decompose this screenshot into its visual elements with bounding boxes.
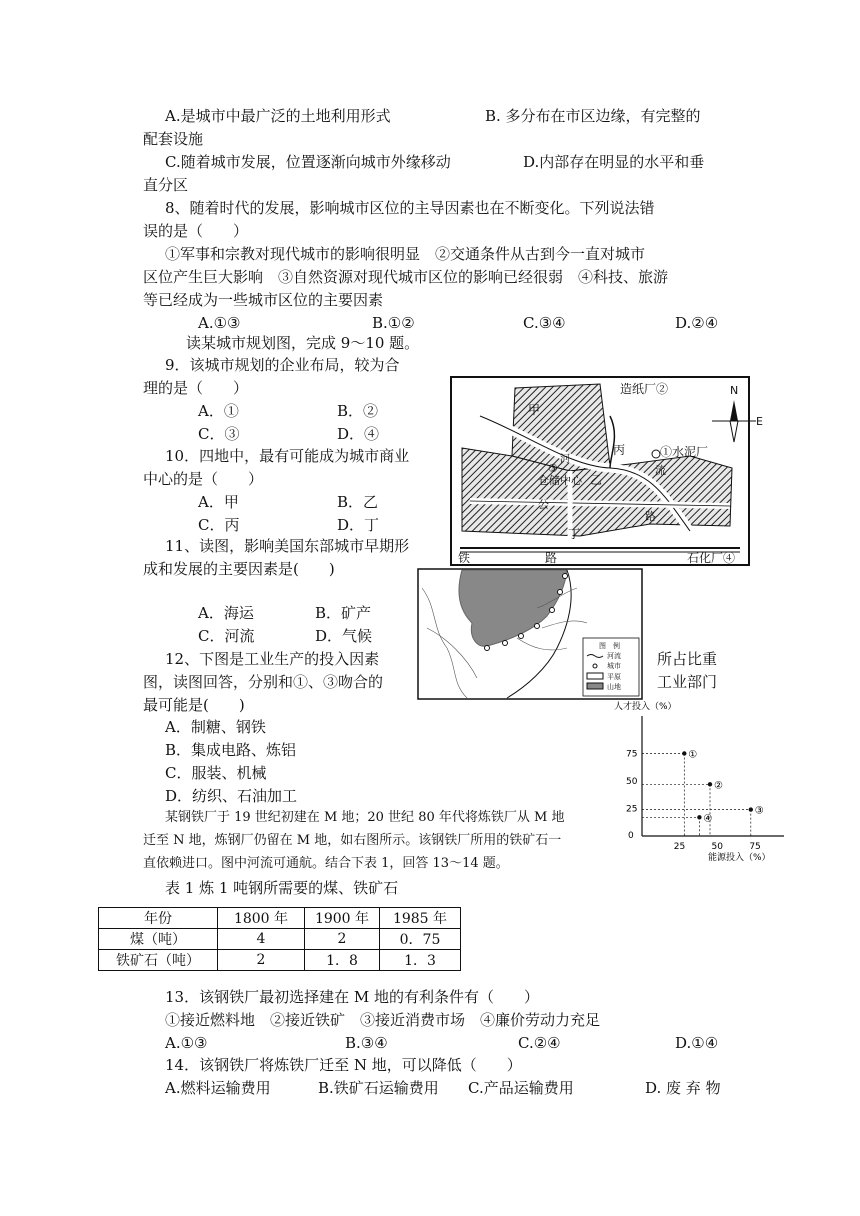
x-tick-label: 0 xyxy=(628,831,634,841)
q13-option-a: A.①③ xyxy=(165,1034,208,1052)
q12-stem-cont: 图，读图回答，分别和①、③吻合的 xyxy=(143,673,384,691)
y-axis-label: 人才投入（%） xyxy=(614,702,677,712)
x-tick-label: 25 xyxy=(673,842,686,852)
table-caption: 表 1 炼 1 吨钢所需要的煤、铁矿石 xyxy=(165,879,399,897)
data-point xyxy=(682,751,686,755)
q10-option-c: C．丙 xyxy=(198,516,240,534)
x-tick-label: 75 xyxy=(749,842,761,852)
map-label-paper-plant: 造纸厂② xyxy=(620,382,669,396)
map-label-liu: 流 xyxy=(655,464,666,477)
legend-title: 图 例 xyxy=(599,642,620,650)
q12-stem-cont-right: 工业部门 xyxy=(657,673,718,691)
q8-option-d: D.②④ xyxy=(675,314,719,332)
data-point-label: ① xyxy=(688,749,698,761)
q7-option-b: B. 多分布在市区边缘，有完整的 xyxy=(485,107,701,125)
q12-stem-right: 所占比重 xyxy=(657,650,718,668)
table-cell: 2 xyxy=(305,929,380,950)
q11-stem: 11、读图，影响美国东部城市早期形 xyxy=(165,537,410,555)
chart-axes xyxy=(614,700,784,863)
q8-stem-cont: 误的是（ ） xyxy=(143,222,249,240)
q8-statement-2: 区位产生巨大影响 ③自然资源对现代城市区位的影响已经很弱 ④科技、旅游 xyxy=(143,268,669,286)
table-header-row xyxy=(99,908,461,929)
q11-option-a: A．海运 xyxy=(198,604,254,622)
q7-option-d-cont: 直分区 xyxy=(143,176,189,194)
legend-city: 城市 xyxy=(607,662,621,670)
input-factor-chart xyxy=(612,698,790,864)
q10-stem-cont: 中心的是（ ） xyxy=(143,470,264,488)
legend-mountain: 山地 xyxy=(607,683,621,691)
plain-icon xyxy=(587,673,603,679)
q10-option-d: D．丁 xyxy=(337,516,380,534)
chart-marks xyxy=(642,750,764,837)
data-point-label: ③ xyxy=(754,805,764,817)
q14-option-a: A.燃料运输费用 xyxy=(165,1079,271,1097)
map-label-cement-plant: ①水泥厂 xyxy=(660,445,709,459)
intro-9-10: 读某城市规划图，完成 9～10 题。 xyxy=(186,334,420,352)
q10-option-b: B．乙 xyxy=(337,493,379,511)
intro-13-14-line-1: 某钢铁厂于 19 世纪初建在 M 地；20 世纪 80 年代将炼铁厂从 M 地 xyxy=(165,810,565,825)
table-header-cell: 1985 年 xyxy=(380,908,461,929)
q11-option-d: D．气候 xyxy=(315,627,373,645)
map-label-he: 河 xyxy=(560,454,570,465)
q11-stem-cont: 成和发展的主要因素是( ) xyxy=(143,560,335,578)
q12-option-b: B．集成电路、炼铝 xyxy=(165,741,297,759)
map-label-storage-center: 仓储中心 xyxy=(538,474,582,487)
table-header-cell: 1800 年 xyxy=(218,908,305,929)
us-east-map xyxy=(417,568,643,700)
compass-e: E xyxy=(756,415,763,428)
map-label-gong: 公 xyxy=(538,498,549,511)
legend-river: 河流 xyxy=(607,652,621,660)
data-point xyxy=(749,807,753,811)
table-header-cell: 1900 年 xyxy=(305,908,380,929)
map-label-yi: 乙 xyxy=(590,473,603,487)
q7-option-a: A.是城市中最广泛的土地利用形式 xyxy=(165,107,391,125)
q9-option-a: A．① xyxy=(198,402,239,420)
table-cell: 0．75 xyxy=(380,929,461,950)
x-tick-label: 50 xyxy=(711,842,724,852)
q12-option-c: C．服装、机械 xyxy=(165,764,267,782)
table-cell: 1．3 xyxy=(380,950,461,971)
map-label-bing: 丙 xyxy=(613,443,626,457)
q12-stem-end: 最可能是( ) xyxy=(143,696,245,714)
table-cell: 1．8 xyxy=(305,950,380,971)
table-cell: 4 xyxy=(218,929,305,950)
map-legend xyxy=(583,638,639,696)
q7-option-c: C.随着城市发展，位置逐渐向城市外缘移动 xyxy=(165,153,451,171)
map-label-lu: 路 xyxy=(645,510,656,523)
q8-stem: 8、随着时代的发展，影响城市区位的主导因素也在不断变化。下列说法错 xyxy=(165,199,655,217)
q11-option-b: B．矿产 xyxy=(315,604,372,622)
data-point xyxy=(708,782,712,786)
legend-plain: 平原 xyxy=(607,673,621,681)
q11-option-c: C．河流 xyxy=(198,627,255,645)
cement-plant-marker xyxy=(652,450,660,458)
map-label-ding: 丁 xyxy=(568,527,581,541)
table-row xyxy=(99,950,461,971)
q14-stem: 14．该钢铁厂将炼铁厂迁至 N 地，可以降低（ ） xyxy=(165,1056,522,1074)
map-label-jia: 甲 xyxy=(528,403,541,417)
x-axis-label: 能源投入（%） xyxy=(708,853,771,863)
city-plan-map xyxy=(450,376,763,566)
q12-option-a: A．制糖、钢铁 xyxy=(165,718,266,736)
q10-stem: 10．四地中，最有可能成为城市商业 xyxy=(165,447,410,465)
q14-option-d: D. 废 弃 物 xyxy=(645,1079,721,1097)
q8-statement-3: 等已经成为一些城市区位的主要因素 xyxy=(143,291,384,309)
q9-stem-cont: 理的是（ ） xyxy=(143,379,249,397)
intro-13-14-line-2: 迁至 N 地，炼钢厂仍留在 M 地，如右图所示。该钢铁厂所用的铁矿石一 xyxy=(143,833,562,848)
y-tick-label: 25 xyxy=(626,804,638,815)
q10-option-a: A．甲 xyxy=(198,493,239,511)
map-label-petrochemical: 石化厂④ xyxy=(687,551,736,565)
compass-n: N xyxy=(730,384,739,397)
table-cell: 煤（吨） xyxy=(99,929,218,950)
q8-option-b: B.①② xyxy=(372,314,415,332)
q7-option-b-cont: 配套设施 xyxy=(143,130,204,148)
q8-option-a: A.①③ xyxy=(198,314,241,332)
y-tick-label: 50 xyxy=(626,777,638,787)
q13-option-c: C.②④ xyxy=(518,1034,561,1052)
q12-stem: 12、下图是工业生产的投入因素 xyxy=(165,650,380,668)
intro-13-14-line-3: 直依赖进口。图中河流可通航。结合下表 1，回答 13～14 题。 xyxy=(143,856,509,871)
table-header-cell: 年份 xyxy=(99,908,218,929)
q9-option-c: C．③ xyxy=(198,425,240,443)
q13-statements: ①接近燃料地 ②接近铁矿 ③接近消费市场 ④廉价劳动力充足 xyxy=(165,1011,601,1029)
data-point-label: ② xyxy=(714,780,723,792)
q8-option-c: C.③④ xyxy=(523,314,566,332)
q14-option-b: B.铁矿石运输费用 xyxy=(318,1079,439,1097)
table-cell: 铁矿石（吨） xyxy=(99,950,218,971)
q13-stem: 13．该钢铁厂最初选择建在 M 地的有利条件有（ ） xyxy=(165,988,539,1006)
q7-option-d: D.内部存在明显的水平和垂 xyxy=(523,153,705,171)
map-label-tie: 铁 xyxy=(458,551,471,565)
q9-option-b: B．② xyxy=(337,402,379,420)
q12-option-d: D．纺织、石油加工 xyxy=(165,787,298,805)
q9-stem: 9．该城市规划的企业布局，较为合 xyxy=(165,356,400,374)
city-icon xyxy=(593,664,597,668)
data-point-label: ④ xyxy=(703,813,713,825)
q14-option-c: C.产品运输费用 xyxy=(468,1079,574,1097)
y-tick-label: 75 xyxy=(626,749,638,760)
table-cell: 2 xyxy=(218,950,305,971)
data-point xyxy=(697,815,701,819)
map-label-rail-lu: 路 xyxy=(545,551,558,565)
q8-statement-1: ①军事和宗教对现代城市的影响很明显 ②交通条件从古到今一直对城市 xyxy=(165,245,646,263)
q13-option-d: D.①④ xyxy=(675,1034,719,1052)
q13-option-b: B.③④ xyxy=(345,1034,388,1052)
table-row xyxy=(99,929,461,950)
coal-ore-table xyxy=(98,907,461,971)
q9-option-d: D．④ xyxy=(337,425,380,443)
map-label-3: ③ xyxy=(548,462,558,475)
mountain-icon xyxy=(587,683,603,689)
